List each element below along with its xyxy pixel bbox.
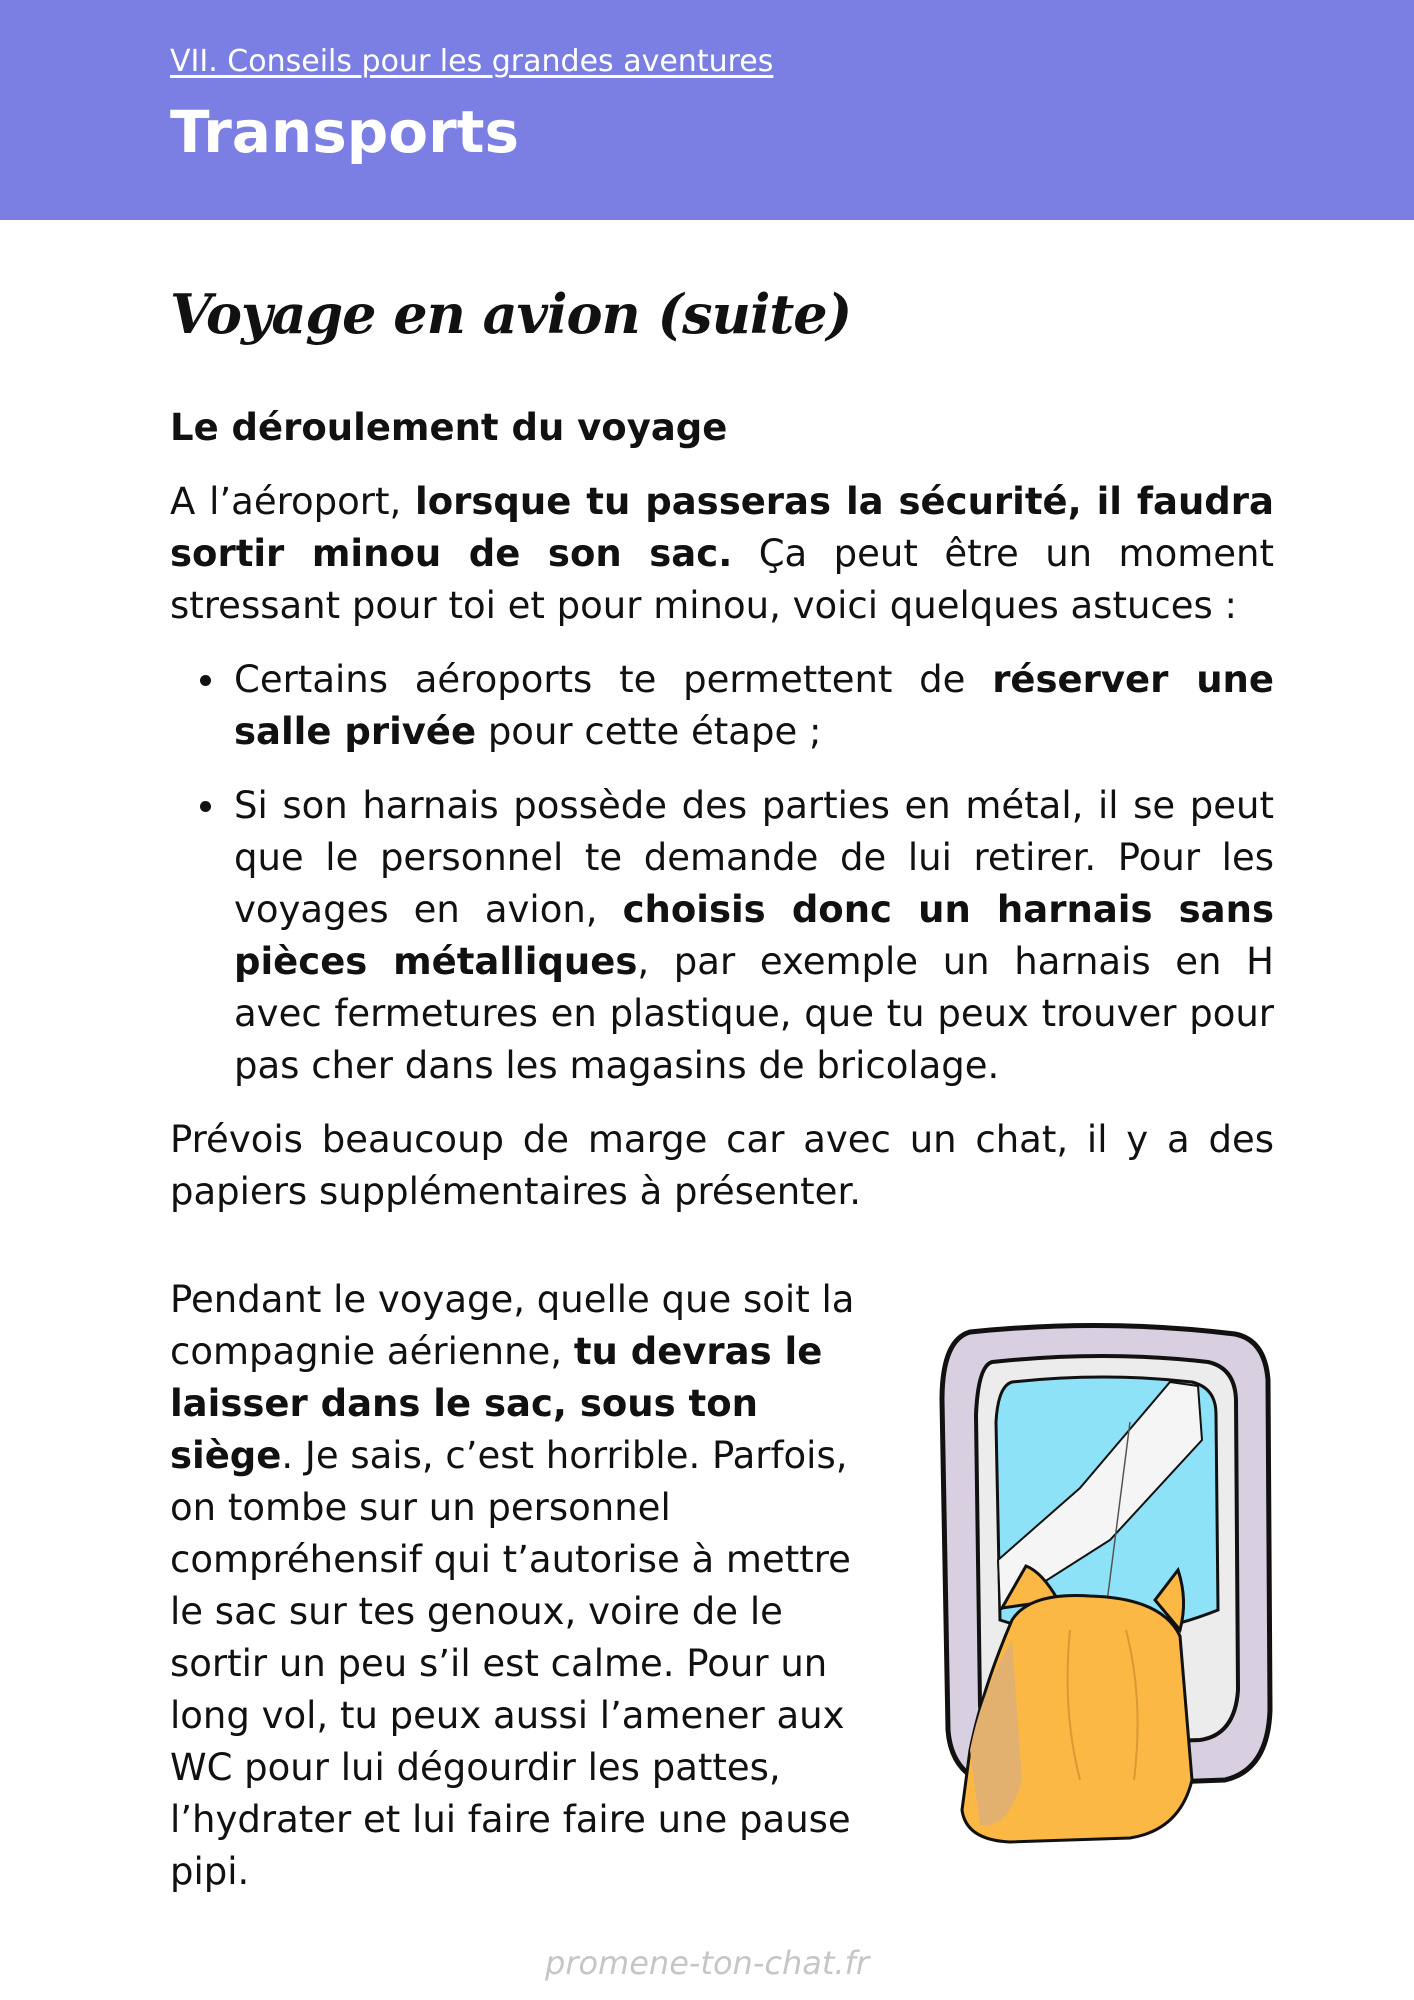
page-title: Transports [170, 98, 519, 166]
chapter-header [0, 0, 1414, 220]
cat-at-airplane-window-icon [930, 1310, 1280, 1850]
footer-site: promene-ton-chat.fr [545, 1944, 869, 1982]
list-item-bold: réserver une salle privée [234, 658, 1274, 753]
breadcrumb-link[interactable]: VII. Conseils pour les grandes aventures [170, 44, 774, 79]
tips-list [170, 654, 1274, 1092]
list-item [234, 780, 1274, 1092]
subheading: Le déroulement du voyage [170, 406, 728, 449]
list-item-text: Si son harnais possède des parties en métal, il se peut que le personnel te demande de lui retirer. Pour les voyages en avion, [234, 784, 1274, 931]
intro-paragraph [170, 476, 1274, 632]
list-item-text: Certains aéroports te permettent de [234, 658, 993, 701]
list-item-bold: choisis donc un harnais sans pièces métalliques [234, 888, 1274, 983]
illustration-svg [930, 1310, 1280, 1850]
flight-paragraph [170, 1274, 890, 1898]
intro-text-2: Ça peut être un moment stressant pour toi et pour minou, voici quelques astuces : [170, 532, 1274, 627]
flight-text-1: Pendant le voyage, quelle que soit la compagnie aérienne, [170, 1278, 855, 1373]
list-item-text: pour cette étape ; [476, 710, 822, 753]
intro-text-1: A l’aéroport, [170, 480, 416, 523]
intro-bold: lorsque tu passeras la sécurité, il faudra sortir minou de son sac. [170, 480, 1275, 575]
section-title: Voyage en avion (suite) [170, 282, 852, 346]
flight-text-2: . Je sais, c’est horrible. Parfois, on tombe sur un personnel compréhensif qui t’autorise à mettre le sac sur tes genoux, voire de le sortir un peu s’il est calme. Pour un long vol, tu peux aussi l’amener aux WC pour lui dégourdir les pattes, l’hydrater et lui faire faire une pause pipi. [170, 1434, 851, 1893]
margin-paragraph: Prévois beaucoup de marge car avec un chat, il y a des papiers supplémentaires à présenter. [170, 1118, 1274, 1213]
main-content [170, 402, 1274, 1218]
list-item [234, 654, 1274, 758]
list-item-text: , par exemple un harnais en H avec fermetures en plastique, que tu peux trouver pour pas cher dans les magasins de bricolage. [234, 940, 1274, 1087]
flight-bold: tu devras le laisser dans le sac, sous ton siège [170, 1330, 823, 1477]
